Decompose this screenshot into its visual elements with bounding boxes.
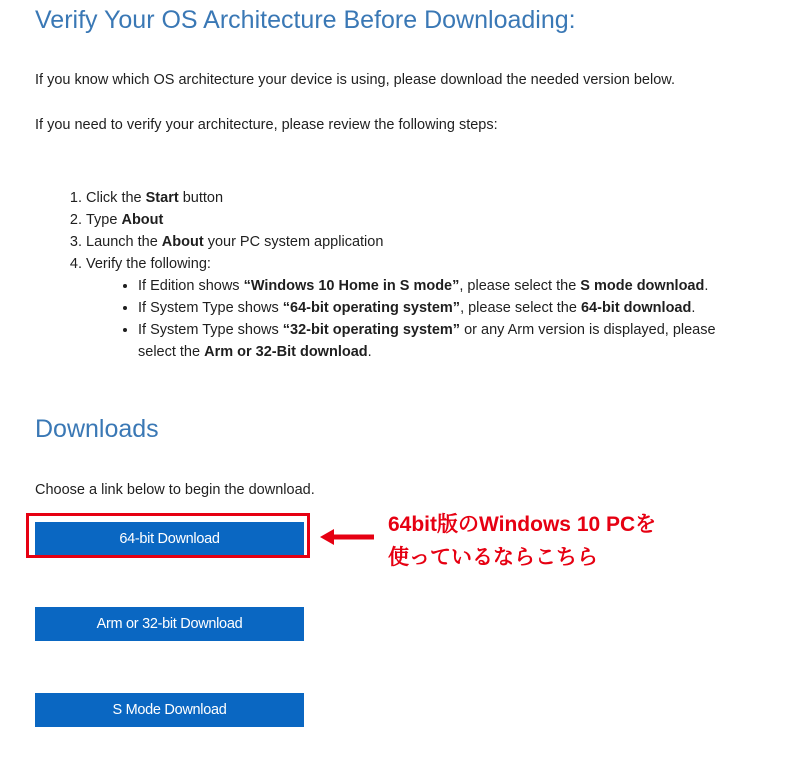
step-item: 3. Launch the About your PC system application xyxy=(86,231,746,253)
download-arm32-button[interactable]: Arm or 32-bit Download xyxy=(35,607,304,641)
annotation-note: 64bit版のWindows 10 PCを 使っているならこちら xyxy=(388,513,657,569)
arrow-left-icon xyxy=(320,529,376,545)
highlight-box xyxy=(26,513,310,558)
step-item: 2. Type About xyxy=(86,209,746,231)
intro-text: If you know which OS architecture your device is using, please download the needed version below. xyxy=(35,72,675,88)
verify-heading: Verify Your OS Architecture Before Downloading: xyxy=(35,6,576,34)
download-smode-button[interactable]: S Mode Download xyxy=(35,693,304,727)
review-text: If you need to verify your architecture, please review the following steps: xyxy=(35,117,498,133)
step-item: 4. Verify the following: • If Edition shows “Windows 10 Home in S mode”, please select the S mode download. • If System Type shows “64-bit operating system”, please select the 64-bit download. • If System Type shows “32-bit operating system” or any Arm version is displayed, please select the Arm or 32-Bit download. xyxy=(86,253,746,363)
downloads-heading: Downloads xyxy=(35,415,159,443)
steps-list xyxy=(69,187,746,363)
check-item: • If Edition shows “Windows 10 Home in S mode”, please select the S mode download. xyxy=(138,275,746,297)
download-64bit-button[interactable]: 64-bit Download xyxy=(35,522,304,556)
checks-list xyxy=(86,275,746,363)
downloads-intro: Choose a link below to begin the download. xyxy=(35,482,315,498)
step-item: 1. Click the Start button xyxy=(86,187,746,209)
check-item: • If System Type shows “64-bit operating system”, please select the 64-bit download. xyxy=(138,297,746,319)
check-item: • If System Type shows “32-bit operating system” or any Arm version is displayed, please select the Arm or 32-Bit download. xyxy=(138,319,746,363)
